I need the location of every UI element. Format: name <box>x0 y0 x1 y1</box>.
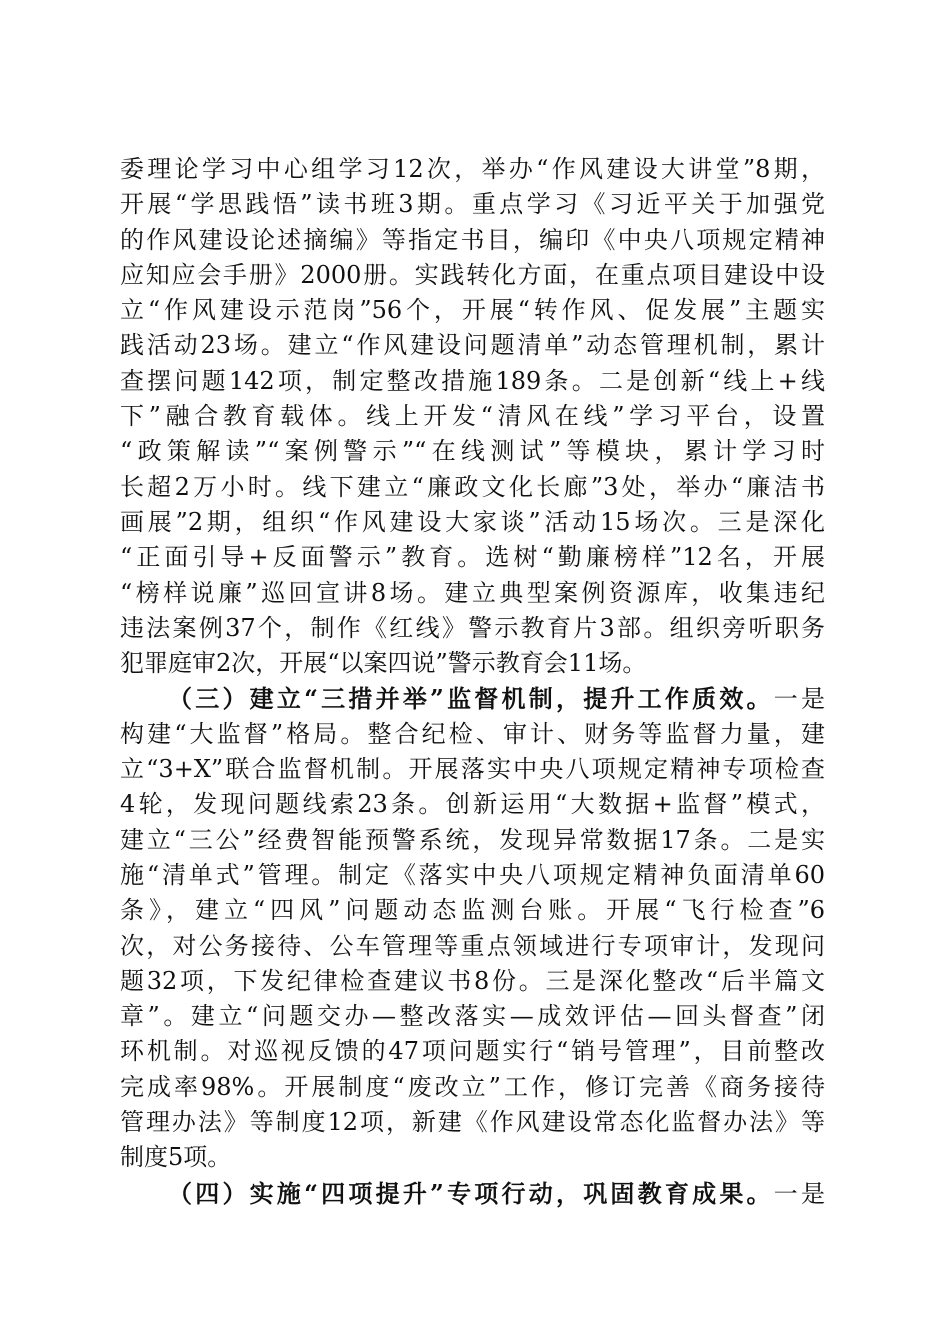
section-3-heading: （三）建立“三措并举”监督机制，提升工作质效。 <box>168 684 774 714</box>
paragraph-line: 制度5项。 <box>120 1143 232 1172</box>
paragraph-line: 下”融合教育载体。线上开发“清风在线”学习平台，设置 <box>120 402 825 431</box>
paragraph-line: 次，对公务接待、公车管理等重点领域进行专项审计，发现问 <box>120 931 825 960</box>
section-3-first-line <box>120 681 825 716</box>
paragraph-line: 查摆问题142项，制定整改措施189条。二是创新“线上+线 <box>120 366 825 395</box>
paragraph-line: 应知应会手册》2000册。实践转化方面，在重点项目建设中设 <box>120 260 825 289</box>
paragraph-line: 画展”2期，组织“作风建设大家谈”活动15场次。三是深化 <box>120 507 825 536</box>
paragraph-line: 题32项，下发纪律检查建议书8份。三是深化整改“后半篇文 <box>120 966 825 995</box>
paragraph-line: 环机制。对巡视反馈的47项问题实行“销号管理”，目前整改 <box>120 1037 825 1066</box>
paragraph-line: “榜样说廉”巡回宣讲8场。建立典型案例资源库，收集违纪 <box>120 578 825 607</box>
section-4-first-line <box>120 1176 825 1211</box>
document-body <box>120 152 825 1211</box>
paragraph-line: 犯罪庭审2次，开展“以案四说”警示教育会11场。 <box>120 649 647 678</box>
paragraph-line: 委理论学习中心组学习12次，举办“作风建设大讲堂”8期， <box>120 155 825 183</box>
section-4-first-line-rest: 一是 <box>773 1179 826 1208</box>
paragraph-line: 施“清单式”管理。制定《落实中央八项规定精神负面清单60 <box>120 860 825 889</box>
paragraph-line: 章”。建立“问题交办—整改落实—成效评估—回头督查”闭 <box>120 1002 825 1031</box>
paragraph-line: 违法案例37个，制作《红线》警示教育片3部。组织旁听职务 <box>120 613 825 642</box>
paragraph-line: 开展“学思践悟”读书班3期。重点学习《习近平关于加强党 <box>120 190 825 219</box>
paragraph-line: 的作风建设论述摘编》等指定书目，编印《中央八项规定精神 <box>120 225 825 254</box>
section-3-first-line-rest: 一是 <box>773 685 826 714</box>
paragraph-line: 条》，建立“四风”问题动态监测台账。开展“飞行检查”6 <box>120 896 825 925</box>
paragraph-line: 长超2万小时。线下建立“廉政文化长廊”3处，举办“廉洁书 <box>120 472 825 501</box>
paragraph-line: 立“作风建设示范岗”56个，开展“转作风、促发展”主题实 <box>120 296 825 325</box>
paragraph-line: 建立“三公”经费智能预警系统，发现异常数据17条。二是实 <box>120 825 825 854</box>
paragraph-line: “正面引导+反面警示”教育。选树“勤廉榜样”12名，开展 <box>120 543 825 572</box>
section-4-heading: （四）实施“四项提升”专项行动，巩固教育成果。 <box>168 1178 774 1208</box>
paragraph-line: 完成率98%。开展制度“废改立”工作，修订完善《商务接待 <box>120 1072 825 1101</box>
paragraph-line: 立“3+X”联合监督机制。开展落实中央八项规定精神专项检查 <box>120 755 825 784</box>
paragraph-line: 构建“大监督”格局。整合纪检、审计、财务等监督力量，建 <box>120 719 825 748</box>
paragraph-line: “政策解读”“案例警示”“在线测试”等模块，累计学习时 <box>120 437 825 466</box>
paragraph-line: 管理办法》等制度12项，新建《作风建设常态化监督办法》等 <box>120 1108 825 1137</box>
paragraph-line: 践活动23场。建立“作风建设问题清单”动态管理机制，累计 <box>120 331 825 360</box>
paragraph-line: 4轮，发现问题线索23条。创新运用“大数据+监督”模式， <box>120 790 825 819</box>
